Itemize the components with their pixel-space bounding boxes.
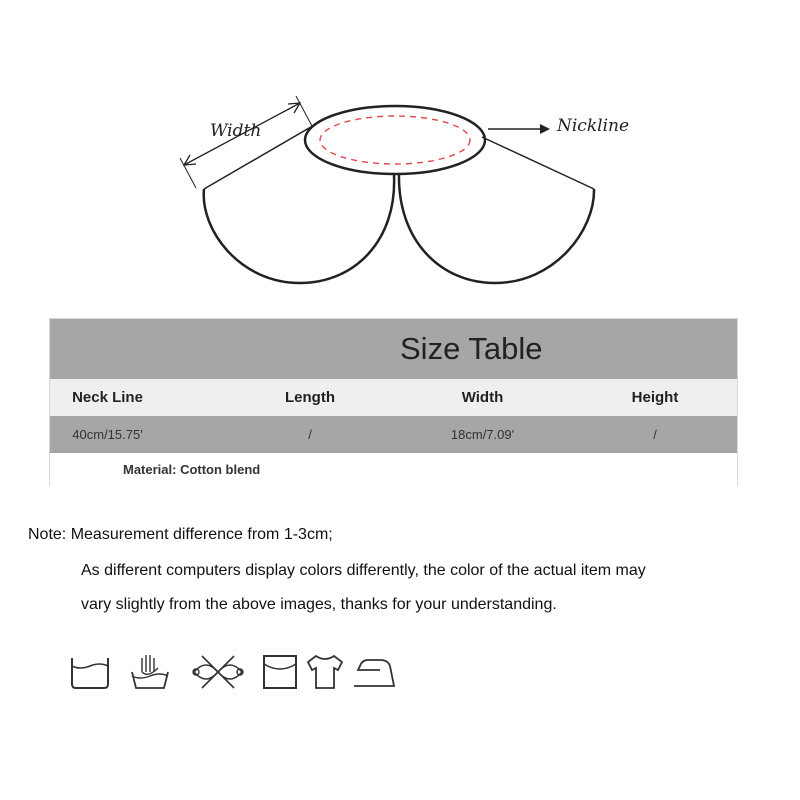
- iron-icon: [350, 650, 398, 694]
- value-width: 18cm/7.09': [450, 427, 515, 442]
- wash-basin-icon: [68, 650, 112, 694]
- size-table-data-row: [50, 416, 737, 453]
- dry-flat-icon: [260, 650, 300, 694]
- note-line-3: vary slightly from the above images, thanks for your understanding.: [81, 596, 557, 613]
- size-table: [49, 318, 738, 486]
- care-icons: [68, 650, 408, 694]
- collar-diagram: [0, 0, 800, 300]
- size-table-header-row: [50, 379, 737, 416]
- dry-on-hanger-icon: [304, 650, 346, 694]
- width-label: Width: [210, 121, 262, 141]
- value-height: /: [653, 427, 657, 442]
- header-neck-line: Neck Line: [72, 389, 143, 406]
- value-neck-line: 40cm/15.75': [72, 427, 143, 442]
- value-length: /: [308, 427, 312, 442]
- neckline-dashed-line: [320, 116, 470, 164]
- header-height: Height: [631, 389, 679, 406]
- size-table-material-row: [50, 453, 737, 486]
- right-collar-lobe: [399, 175, 594, 283]
- right-shoulder-line: [482, 137, 594, 189]
- size-table-title-row: [50, 319, 737, 379]
- note-line-1: Note: Measurement difference from 1-3cm;: [28, 526, 333, 543]
- hand-wash-icon: [128, 650, 172, 694]
- left-collar-lobe: [204, 175, 394, 283]
- header-length: Length: [285, 389, 335, 406]
- header-width: Width: [461, 389, 504, 406]
- collar-drawing: [0, 0, 800, 300]
- material-text: Material: Cotton blend: [123, 462, 261, 477]
- neckline-label: Nickline: [557, 116, 630, 136]
- size-table-title: Size Table: [400, 331, 543, 366]
- note-line-2: As different computers display colors differently, the color of the actual item may: [81, 562, 646, 579]
- do-not-wring-icon: [190, 650, 246, 694]
